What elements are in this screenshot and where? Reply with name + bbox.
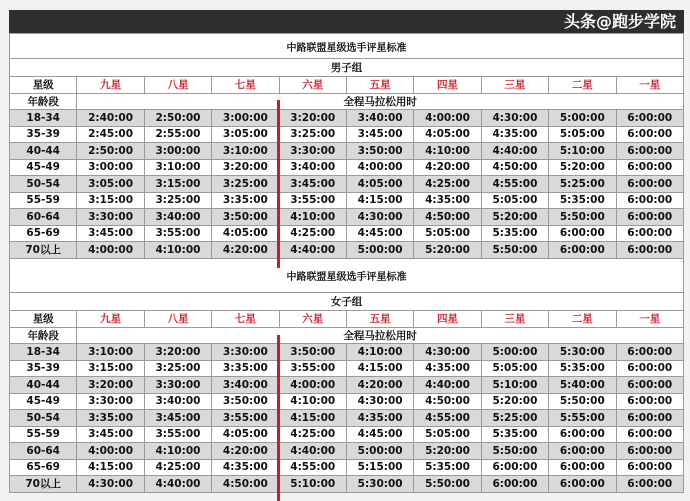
star-header: 二星 (549, 77, 616, 94)
time-cell: 5:50:00 (481, 443, 548, 460)
table-row (10, 110, 684, 127)
star-header: 八星 (144, 311, 211, 328)
time-cell: 5:20:00 (549, 159, 616, 176)
time-cell: 4:40:00 (414, 377, 481, 394)
time-cell: 3:15:00 (77, 360, 144, 377)
time-cell: 4:55:00 (279, 459, 346, 476)
time-cell: 6:00:00 (549, 443, 616, 460)
time-cell: 2:50:00 (77, 143, 144, 160)
star-header: 九星 (77, 77, 144, 94)
table-row (10, 126, 684, 143)
table-row (10, 159, 684, 176)
red-divider-line (277, 335, 280, 501)
time-cell: 3:30:00 (77, 393, 144, 410)
time-cell: 4:50:00 (481, 159, 548, 176)
table-row (10, 377, 684, 394)
time-cell: 4:00:00 (77, 242, 144, 259)
time-cell: 6:00:00 (616, 176, 683, 193)
time-cell: 6:00:00 (616, 360, 683, 377)
time-cell: 3:25:00 (144, 360, 211, 377)
time-cell: 3:30:00 (77, 209, 144, 226)
time-cell: 3:15:00 (144, 176, 211, 193)
star-level-label: 星级 (10, 311, 77, 328)
time-cell: 4:55:00 (481, 176, 548, 193)
star-header: 二星 (549, 311, 616, 328)
time-cell: 4:05:00 (346, 176, 413, 193)
time-cell: 4:30:00 (481, 110, 548, 127)
time-cell: 4:20:00 (212, 443, 279, 460)
time-cell: 4:40:00 (481, 143, 548, 160)
time-cell: 4:35:00 (414, 192, 481, 209)
time-cell: 4:30:00 (77, 476, 144, 493)
star-header: 四星 (414, 311, 481, 328)
time-cell: 4:15:00 (77, 459, 144, 476)
time-cell: 6:00:00 (549, 476, 616, 493)
time-cell: 3:00:00 (77, 159, 144, 176)
table-row (10, 410, 684, 427)
time-cell: 4:10:00 (279, 209, 346, 226)
time-cell: 4:35:00 (481, 126, 548, 143)
time-cell: 5:20:00 (414, 443, 481, 460)
time-cell: 6:00:00 (616, 476, 683, 493)
time-cell: 3:55:00 (212, 410, 279, 427)
time-cell: 4:20:00 (212, 242, 279, 259)
time-cell: 4:30:00 (414, 344, 481, 361)
time-cell: 6:00:00 (616, 443, 683, 460)
age-cell: 50-54 (10, 176, 77, 193)
table-row (10, 360, 684, 377)
time-cell: 3:45:00 (279, 176, 346, 193)
women-table-section (9, 258, 684, 493)
time-cell: 4:50:00 (414, 393, 481, 410)
table-row (10, 344, 684, 361)
table-row (10, 242, 684, 259)
time-cell: 3:00:00 (144, 143, 211, 160)
star-header: 五星 (346, 311, 413, 328)
time-cell: 3:30:00 (212, 344, 279, 361)
time-cell: 3:20:00 (212, 159, 279, 176)
time-cell: 3:20:00 (279, 110, 346, 127)
table-title: 中路联盟星级选手评星标准 (10, 34, 684, 59)
time-cell: 4:10:00 (144, 242, 211, 259)
time-cell: 5:50:00 (481, 242, 548, 259)
time-cell: 5:05:00 (549, 126, 616, 143)
time-cell: 5:25:00 (549, 176, 616, 193)
star-header: 三星 (481, 311, 548, 328)
time-cell: 6:00:00 (616, 192, 683, 209)
time-cell: 3:55:00 (279, 192, 346, 209)
time-cell: 6:00:00 (616, 426, 683, 443)
time-cell: 6:00:00 (616, 459, 683, 476)
time-cell: 3:40:00 (346, 110, 413, 127)
men-table-section (9, 33, 684, 259)
time-cell: 4:30:00 (346, 209, 413, 226)
time-cell: 6:00:00 (616, 242, 683, 259)
time-cell: 3:45:00 (346, 126, 413, 143)
time-cell: 5:50:00 (414, 476, 481, 493)
table-row (10, 143, 684, 160)
time-cell: 6:00:00 (549, 225, 616, 242)
time-cell: 5:10:00 (549, 143, 616, 160)
time-cell: 3:45:00 (144, 410, 211, 427)
age-cell: 50-54 (10, 410, 77, 427)
time-cell: 4:05:00 (212, 426, 279, 443)
time-cell: 5:05:00 (481, 192, 548, 209)
star-header: 六星 (279, 311, 346, 328)
time-cell: 5:50:00 (549, 209, 616, 226)
star-header: 三星 (481, 77, 548, 94)
time-cell: 6:00:00 (616, 110, 683, 127)
time-cell: 4:25:00 (144, 459, 211, 476)
time-cell: 2:40:00 (77, 110, 144, 127)
time-cell: 6:00:00 (549, 459, 616, 476)
time-cell: 6:00:00 (616, 410, 683, 427)
time-cell: 3:55:00 (144, 225, 211, 242)
time-cell: 6:00:00 (616, 344, 683, 361)
time-cell: 5:20:00 (414, 242, 481, 259)
time-cell: 4:25:00 (279, 426, 346, 443)
time-cell: 4:40:00 (279, 242, 346, 259)
time-cell: 3:55:00 (279, 360, 346, 377)
time-cell: 4:15:00 (346, 192, 413, 209)
time-cell: 5:35:00 (481, 426, 548, 443)
time-cell: 3:05:00 (212, 126, 279, 143)
rating-table (9, 33, 684, 259)
table-row (10, 459, 684, 476)
age-cell: 65-69 (10, 459, 77, 476)
time-cell: 4:55:00 (414, 410, 481, 427)
time-cell: 3:45:00 (77, 426, 144, 443)
star-header: 九星 (77, 311, 144, 328)
table-row (10, 192, 684, 209)
rating-table (9, 258, 684, 493)
table-title: 中路联盟星级选手评星标准 (10, 259, 684, 293)
time-cell: 6:00:00 (616, 159, 683, 176)
time-cell: 3:10:00 (77, 344, 144, 361)
time-cell: 4:30:00 (346, 393, 413, 410)
table-row (10, 426, 684, 443)
time-cell: 5:15:00 (346, 459, 413, 476)
time-cell: 5:35:00 (481, 225, 548, 242)
time-cell: 5:35:00 (414, 459, 481, 476)
time-cell: 6:00:00 (481, 476, 548, 493)
time-cell: 5:20:00 (481, 393, 548, 410)
time-cell: 4:20:00 (414, 159, 481, 176)
time-cell: 6:00:00 (616, 377, 683, 394)
age-group-label: 年龄段 (10, 327, 77, 344)
age-cell: 70以上 (10, 476, 77, 493)
time-cell: 4:00:00 (279, 377, 346, 394)
age-group-label: 年龄段 (10, 93, 77, 110)
time-cell: 5:30:00 (549, 344, 616, 361)
age-cell: 18-34 (10, 344, 77, 361)
time-cell: 5:20:00 (481, 209, 548, 226)
time-cell: 5:00:00 (481, 344, 548, 361)
time-cell: 5:05:00 (481, 360, 548, 377)
time-cell: 3:35:00 (77, 410, 144, 427)
time-cell: 4:15:00 (346, 360, 413, 377)
time-cell: 3:35:00 (212, 192, 279, 209)
time-cell: 4:35:00 (212, 459, 279, 476)
time-cell: 5:10:00 (481, 377, 548, 394)
red-divider-line (277, 100, 280, 268)
age-cell: 45-49 (10, 393, 77, 410)
time-label: 全程马拉松用时 (77, 327, 684, 344)
star-header: 七星 (212, 311, 279, 328)
time-cell: 4:05:00 (212, 225, 279, 242)
time-cell: 3:20:00 (144, 344, 211, 361)
time-cell: 3:25:00 (144, 192, 211, 209)
age-cell: 45-49 (10, 159, 77, 176)
table-row (10, 209, 684, 226)
time-cell: 5:05:00 (414, 426, 481, 443)
age-cell: 35-39 (10, 360, 77, 377)
time-cell: 4:00:00 (414, 110, 481, 127)
age-cell: 60-64 (10, 209, 77, 226)
table-row (10, 176, 684, 193)
time-cell: 5:50:00 (549, 393, 616, 410)
time-cell: 6:00:00 (616, 143, 683, 160)
time-cell: 4:00:00 (77, 443, 144, 460)
time-cell: 3:45:00 (77, 225, 144, 242)
group-name: 男子组 (10, 59, 684, 77)
time-cell: 4:45:00 (346, 426, 413, 443)
star-header: 五星 (346, 77, 413, 94)
age-cell: 40-44 (10, 377, 77, 394)
time-cell: 5:35:00 (549, 192, 616, 209)
time-cell: 5:55:00 (549, 410, 616, 427)
time-cell: 4:10:00 (414, 143, 481, 160)
time-cell: 4:35:00 (414, 360, 481, 377)
time-cell: 4:45:00 (346, 225, 413, 242)
star-header: 四星 (414, 77, 481, 94)
time-cell: 4:25:00 (279, 225, 346, 242)
time-cell: 4:20:00 (346, 377, 413, 394)
time-cell: 3:50:00 (212, 393, 279, 410)
time-cell: 3:10:00 (144, 159, 211, 176)
time-cell: 5:30:00 (346, 476, 413, 493)
age-cell: 55-59 (10, 192, 77, 209)
time-cell: 3:20:00 (77, 377, 144, 394)
time-cell: 3:15:00 (77, 192, 144, 209)
age-cell: 70以上 (10, 242, 77, 259)
time-cell: 4:40:00 (279, 443, 346, 460)
time-cell: 5:00:00 (346, 443, 413, 460)
age-cell: 65-69 (10, 225, 77, 242)
time-cell: 4:10:00 (144, 443, 211, 460)
time-cell: 3:55:00 (144, 426, 211, 443)
time-cell: 3:25:00 (279, 126, 346, 143)
time-cell: 3:50:00 (212, 209, 279, 226)
time-cell: 3:50:00 (346, 143, 413, 160)
star-header: 六星 (279, 77, 346, 94)
time-cell: 6:00:00 (616, 126, 683, 143)
time-cell: 6:00:00 (616, 225, 683, 242)
table-row (10, 225, 684, 242)
time-cell: 4:35:00 (346, 410, 413, 427)
star-header: 一星 (616, 311, 683, 328)
star-level-label: 星级 (10, 77, 77, 94)
age-cell: 60-64 (10, 443, 77, 460)
watermark: 头条@跑步学院 (563, 12, 676, 31)
time-cell: 3:30:00 (279, 143, 346, 160)
time-cell: 5:25:00 (481, 410, 548, 427)
time-cell: 5:00:00 (346, 242, 413, 259)
time-cell: 4:15:00 (279, 410, 346, 427)
time-cell: 4:50:00 (212, 476, 279, 493)
time-cell: 3:40:00 (279, 159, 346, 176)
table-row (10, 476, 684, 493)
time-cell: 3:40:00 (144, 393, 211, 410)
star-header: 七星 (212, 77, 279, 94)
group-name: 女子组 (10, 293, 684, 311)
table-row (10, 393, 684, 410)
time-cell: 4:50:00 (414, 209, 481, 226)
age-cell: 55-59 (10, 426, 77, 443)
time-cell: 4:25:00 (414, 176, 481, 193)
time-cell: 3:40:00 (144, 209, 211, 226)
table-row (10, 443, 684, 460)
time-cell: 5:00:00 (549, 110, 616, 127)
time-cell: 2:45:00 (77, 126, 144, 143)
time-cell: 6:00:00 (616, 393, 683, 410)
age-cell: 40-44 (10, 143, 77, 160)
age-cell: 35-39 (10, 126, 77, 143)
time-cell: 3:50:00 (279, 344, 346, 361)
time-cell: 3:30:00 (144, 377, 211, 394)
time-cell: 6:00:00 (549, 242, 616, 259)
time-cell: 3:35:00 (212, 360, 279, 377)
time-cell: 4:05:00 (414, 126, 481, 143)
time-cell: 5:05:00 (414, 225, 481, 242)
time-cell: 6:00:00 (481, 459, 548, 476)
time-cell: 5:10:00 (279, 476, 346, 493)
time-cell: 3:40:00 (212, 377, 279, 394)
time-label: 全程马拉松用时 (77, 93, 684, 110)
time-cell: 5:35:00 (549, 360, 616, 377)
time-cell: 5:40:00 (549, 377, 616, 394)
time-cell: 3:00:00 (212, 110, 279, 127)
time-cell: 2:50:00 (144, 110, 211, 127)
time-cell: 2:55:00 (144, 126, 211, 143)
time-cell: 6:00:00 (549, 426, 616, 443)
time-cell: 4:00:00 (346, 159, 413, 176)
time-cell: 4:10:00 (346, 344, 413, 361)
time-cell: 4:40:00 (144, 476, 211, 493)
star-header: 八星 (144, 77, 211, 94)
star-header: 一星 (616, 77, 683, 94)
age-cell: 18-34 (10, 110, 77, 127)
time-cell: 4:10:00 (279, 393, 346, 410)
time-cell: 3:05:00 (77, 176, 144, 193)
time-cell: 3:10:00 (212, 143, 279, 160)
time-cell: 6:00:00 (616, 209, 683, 226)
time-cell: 3:25:00 (212, 176, 279, 193)
